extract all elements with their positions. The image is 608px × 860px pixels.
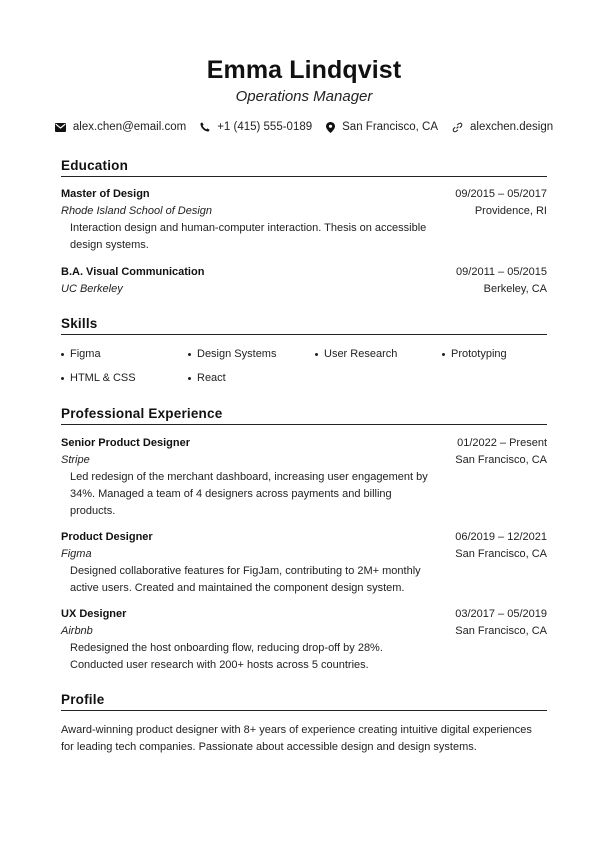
skill-item [61,346,188,363]
education-dates: 09/2011 – 05/2015 [456,266,547,278]
experience-role: UX Designer [61,608,127,620]
experience-role: Senior Product Designer [61,437,190,449]
experience-heading: Professional Experience [61,406,547,425]
phone-icon [200,122,210,132]
bullet-icon [188,377,191,380]
bullet-icon [315,353,318,356]
contact-email-text: alex.chen@email.com [72,121,187,133]
bullet-icon [61,353,64,356]
skill-item [315,346,442,363]
skill-item [188,370,315,387]
experience-dates: 01/2022 – Present [457,437,547,449]
education-school: Rhode Island School of Design [61,205,213,217]
education-degree: Master of Design [61,188,150,200]
education-dates: 09/2015 – 05/2017 [455,188,547,200]
education-degree: B.A. Visual Communication [61,266,205,278]
education-location: Providence, RI [474,205,547,217]
education-entry [61,264,547,298]
contact-email[interactable] [55,121,186,133]
contact-location [326,121,438,133]
experience-entry [61,529,547,597]
experience-dates: 03/2017 – 05/2019 [455,608,547,620]
experience-company: Stripe [61,454,90,466]
experience-company: Figma [61,548,92,560]
experience-role: Product Designer [61,531,153,543]
profile-heading: Profile [61,692,547,711]
skill-label: User Research [324,348,398,360]
experience-location: San Francisco, CA [455,454,547,466]
bullet-icon [442,353,445,356]
experience-entry [61,606,547,674]
experience-dates: 06/2019 – 12/2021 [455,531,547,543]
envelope-icon [55,123,66,132]
contact-phone-text: +1 (415) 555-0189 [217,121,313,133]
candidate-title: Operations Manager [235,88,373,105]
education-school: UC Berkeley [61,283,123,295]
skills-heading: Skills [61,316,547,335]
education-heading: Education [61,158,547,177]
profile-summary: Award-winning product designer with 8+ years of experience creating intuitive digital experiences for leading tech companies. Passionate about accessible design and design systems. [61,724,532,753]
link-icon [452,122,463,133]
skill-label: Figma [70,348,101,360]
skill-item [61,370,188,387]
education-location: Berkeley, CA [483,283,547,295]
bullet-icon [188,353,191,356]
experience-entry [61,435,547,520]
education-entry [61,186,547,254]
experience-description: Designed collaborative features for FigJam, contributing to 2M+ monthly active users. Created and maintained the component design system. [70,565,421,594]
experience-location: San Francisco, CA [455,625,547,637]
skill-item [442,346,547,363]
bullet-icon [61,377,64,380]
contact-website[interactable] [452,121,553,133]
skill-label: Design Systems [197,348,277,360]
skills-list [61,346,547,387]
contact-location-text: San Francisco, CA [342,121,439,133]
contact-phone[interactable] [200,121,312,133]
candidate-name: Emma Lindqvist [206,56,402,84]
experience-location: San Francisco, CA [455,548,547,560]
education-description: Interaction design and human-computer interaction. Thesis on accessible design systems. [70,222,427,251]
contact-website-text: alexchen.design [470,121,554,133]
map-pin-icon [326,122,335,133]
contact-bar [61,121,554,133]
skill-label: Prototyping [451,348,507,360]
experience-company: Airbnb [61,625,93,637]
experience-description: Redesigned the host onboarding flow, reducing drop-off by 28%. Conducted user research with 200+ hosts across 5 countries. [70,642,383,671]
experience-description: Led redesign of the merchant dashboard, increasing user engagement by 34%. Managed a team of 4 designers across payments and billing products. [70,471,428,517]
skill-label: React [197,372,226,384]
skill-label: HTML & CSS [70,372,136,384]
skill-item [188,346,315,363]
